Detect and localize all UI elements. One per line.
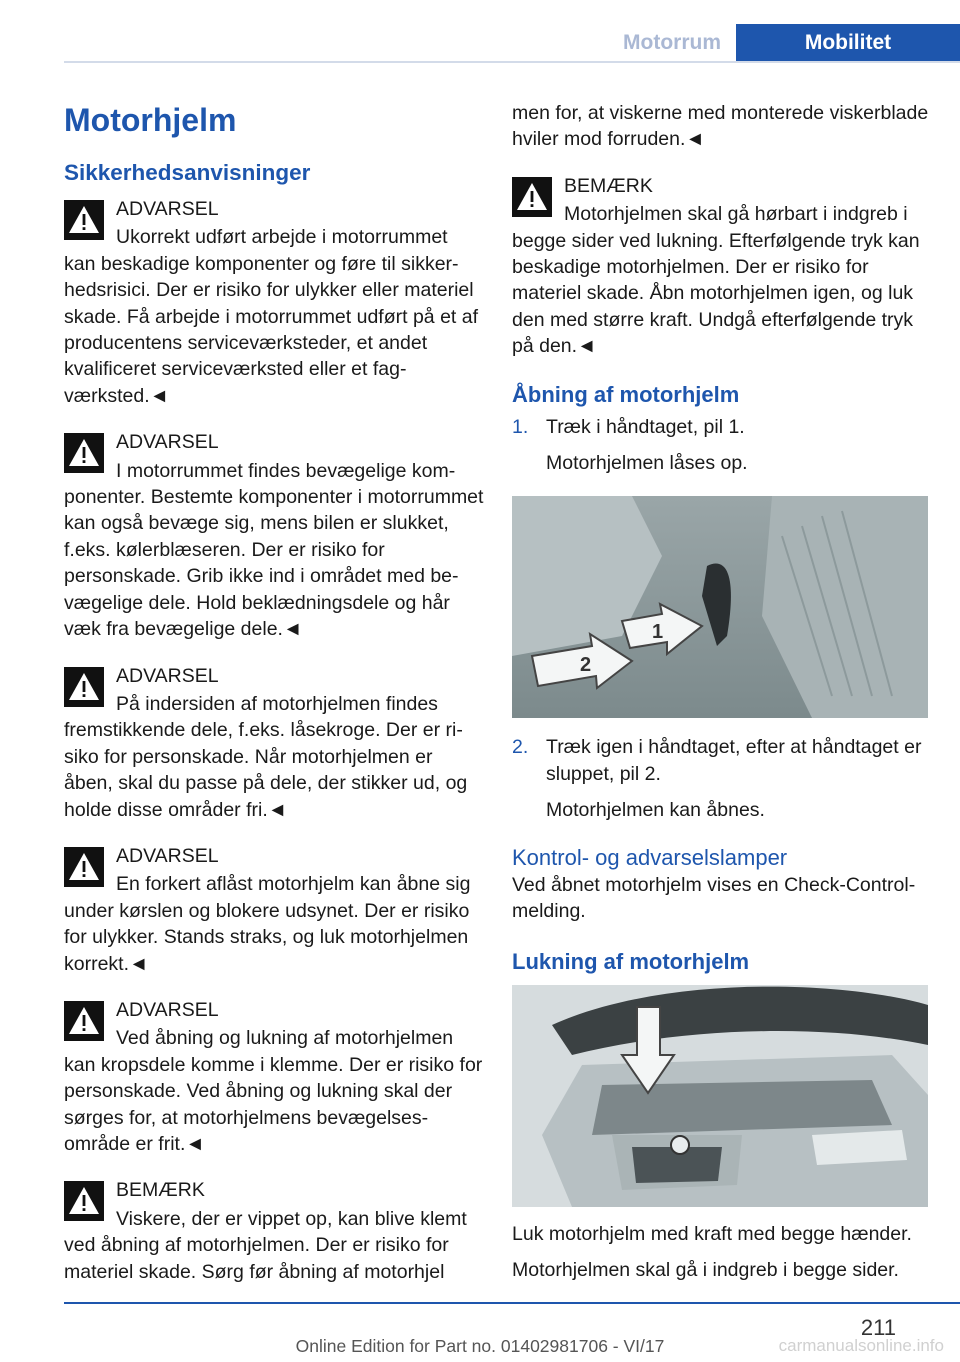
warning-notice bbox=[64, 843, 484, 977]
page-title: Motorhjelm bbox=[64, 102, 237, 138]
notice-label: ADVARSEL bbox=[116, 198, 219, 220]
watermark: carmanualsonline.info bbox=[778, 1336, 944, 1355]
warning-triangle-icon bbox=[64, 667, 104, 707]
svg-text:1: 1 bbox=[652, 621, 664, 644]
warning-notice bbox=[64, 196, 484, 409]
notice-text: På indersiden af motorhjelmen findes fremstikkende dele, f.eks. låsekroge. Der er risiko for personskade. Når motorhjelmen er åben, skal du passe på dele, der stikker ud, og holde disse områder fri.◄ bbox=[64, 692, 468, 821]
notice-label: ADVARSEL bbox=[116, 664, 219, 687]
closing-instruction-1: Luk motorhjelm med kraft med begge hænder. bbox=[512, 1222, 912, 1245]
notice-text: Ved åbning og lukning af motorhjelmen kan kropsdele komme i klemme. Der er risiko for personskade. Ved åbning og lukning skal der sørges for, at motorhjelmens bevægelsesområde er frit.◄ bbox=[64, 1027, 483, 1155]
warning-notice bbox=[64, 997, 484, 1157]
notice-label: ADVARSEL bbox=[116, 844, 219, 867]
notice-text: Viskere, der er vippet op, kan blive klemt ved åbning af motorhjelmen. Der er risiko for materiel skade. Sørg før åbning af motorhjel bbox=[64, 1207, 467, 1283]
svg-text:2: 2 bbox=[580, 654, 592, 677]
section-title-lamps: Kontrol- og advarselslamper bbox=[512, 844, 788, 870]
header-divider bbox=[64, 61, 960, 63]
step-item bbox=[512, 734, 932, 823]
warning-triangle-icon bbox=[64, 847, 104, 887]
notice-label: ADVARSEL bbox=[116, 998, 219, 1021]
continued-text: men for, at viskerne med monterede viskerblade hviler mod forruden.◄ bbox=[512, 102, 929, 151]
footer-divider bbox=[64, 1302, 960, 1304]
warning-triangle-icon bbox=[64, 200, 104, 240]
step-result: Motorhjelmen låses op. bbox=[546, 452, 748, 475]
warning-triangle-icon bbox=[64, 1181, 104, 1221]
right-column bbox=[512, 100, 932, 1293]
closing-instruction-2: Motorhjelmen skal gå i indgreb i begge sider. bbox=[512, 1258, 899, 1281]
caution-notice bbox=[512, 173, 932, 360]
section-title-closing: Lukning af motorhjelm bbox=[512, 948, 750, 974]
left-column bbox=[64, 100, 484, 1305]
hood-closing-image bbox=[512, 985, 928, 1207]
warning-triangle-icon bbox=[512, 177, 552, 217]
section-title-safety: Sikkerhedsanvisninger bbox=[64, 160, 311, 185]
notice-label: BEMÆRK bbox=[116, 1179, 205, 1202]
step-number: 1. bbox=[512, 415, 529, 438]
tab-motorrum[interactable]: Motorrum bbox=[623, 31, 721, 54]
notice-label: ADVARSEL bbox=[116, 431, 219, 454]
edition-note: Online Edition for Part no. 01402981706 - VI/17 bbox=[295, 1336, 665, 1356]
warning-notice bbox=[64, 663, 484, 823]
notice-text: Ukorrekt udført arbejde i motorrummet kan beskadige komponenter og føre til sikkerhedsrisici. Der er risiko for ulykker eller materiel skade. Få arbejde i motorrummet udført på et af producentens serviceværksteder, et andet kvalificeret serviceværksted eller et fagværksted.◄ bbox=[64, 226, 479, 407]
lamps-text: Ved åbnet motorhjelm vises en Check-Control-melding. bbox=[512, 873, 916, 923]
step-number: 2. bbox=[512, 736, 529, 759]
hood-release-lever-image bbox=[512, 496, 928, 718]
notice-text: I motorrummet findes bevægelige komponenter. Bestemte komponenter i motorrummet kan også bevæge sig, mens bilen er slukket, f.eks. kølerblæseren. Der er risiko for personskade. Grib ikke ind i området med bevægelige dele. Hold beklædningsdele og hår væk fra bevægelige dele.◄ bbox=[64, 459, 484, 641]
step-item bbox=[512, 414, 932, 477]
notice-text: Motorhjelmen skal gå hørbart i indgreb i begge sider ved lukning. Efterfølgende tryk kan beskadige motorhjelmen. Der er risiko for materiel skade. Åbn motorhjelmen igen, og luk den med større kraft. Undgå efterfølgende tryk på den.◄ bbox=[512, 203, 920, 358]
step-text: Træk igen i håndtaget, efter at håndtaget er sluppet, pil 2. bbox=[546, 736, 922, 785]
warning-triangle-icon bbox=[64, 1001, 104, 1041]
caution-notice bbox=[64, 1177, 484, 1285]
section-title-opening: Åbning af motorhjelm bbox=[512, 381, 740, 407]
notice-label: BEMÆRK bbox=[564, 174, 653, 197]
warning-triangle-icon bbox=[64, 433, 104, 473]
warning-notice bbox=[64, 429, 484, 642]
page-number: 211 bbox=[860, 1315, 896, 1340]
notice-text: En forkert aflåst motorhjelm kan åbne sig under kørslen og blokere udsynet. Der er risiko for ulykker. Stands straks, og luk motorhjelmen korrekt.◄ bbox=[64, 873, 471, 975]
tab-mobilitet[interactable]: Mobilitet bbox=[736, 24, 960, 62]
step-text: Træk i håndtaget, pil 1. bbox=[546, 415, 745, 438]
step-result: Motorhjelmen kan åbnes. bbox=[546, 799, 765, 822]
